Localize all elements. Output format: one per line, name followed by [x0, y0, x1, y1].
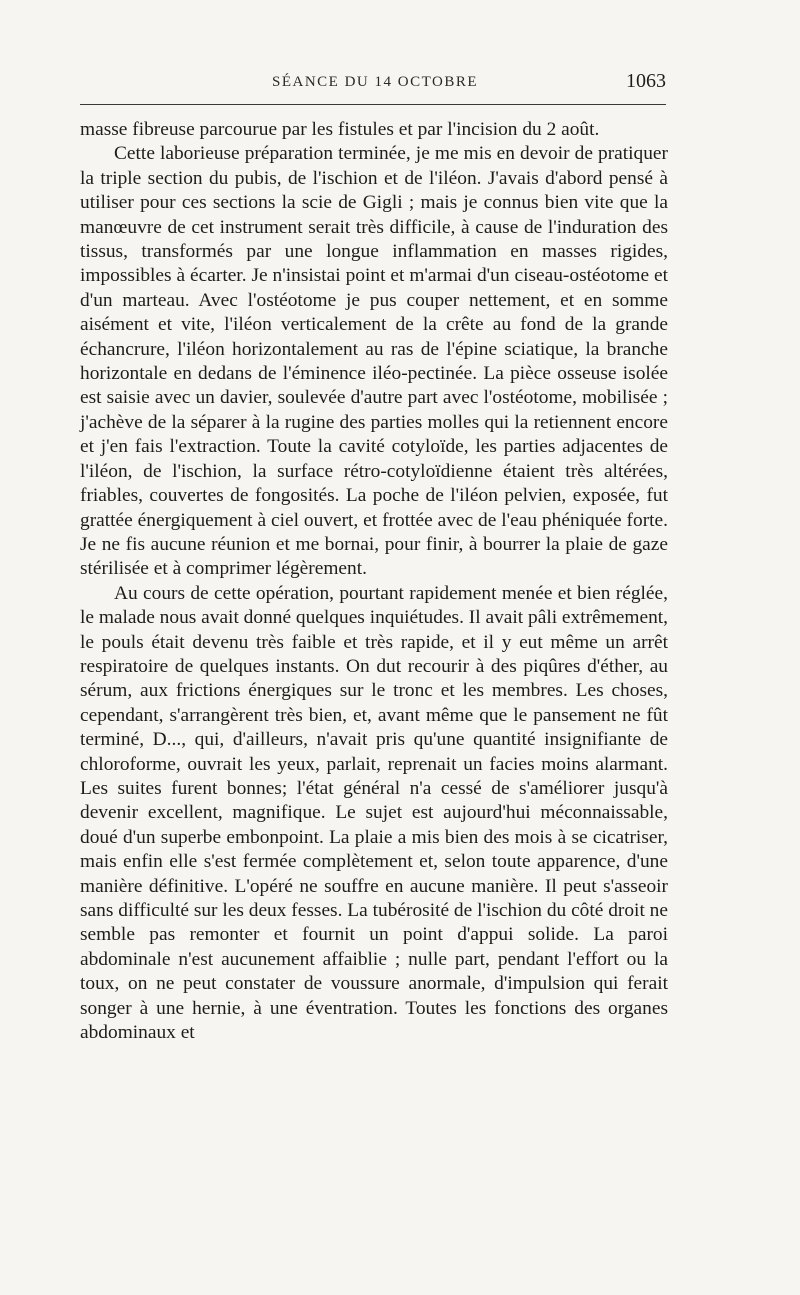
paragraph-1: masse fibreuse parcourue par les fistules et par l'incision du 2 août.: [80, 119, 600, 140]
page-header: [80, 66, 670, 96]
running-head: SÉANCE DU 14 OCTOBRE: [272, 74, 478, 90]
header-rule: [80, 104, 666, 105]
paragraph-3: Au cours de cette opération, pourtant rapidement menée et bien réglée, le malade nous avait donné quelques inquiétudes. Il avait pâli extrêmement, le pouls était devenu très faible et très rapide, et il y eut même un arrêt respiratoire de quelques instants. On dut recourir à des piqûres d'éther, au sérum, aux frictions énergiques sur le tronc et les membres. Les choses, cependant, s'arrangèrent très bien, et, avant même que le pansement ne fût terminé, D..., qui, d'ailleurs, n'avait pris qu'une quantité insignifiante de chloroforme, ouvrait les yeux, parlait, reprenait un facies moins alarmant. Les suites furent bonnes; l'état général n'a cessé de s'améliorer jusqu'à devenir excellent, magnifique. Le sujet est aujourd'hui méconnaissable, doué d'un superbe embonpoint. La plaie a mis bien des mois à se cicatriser, mais enfin elle s'est fermée complètement et, selon toute apparence, d'une manière définitive. L'opéré ne souffre en aucune manière. Il peut s'asseoir sans difficulté sur les deux fesses. La tubérosité de l'ischion du côté droit ne semble pas remonter et fournit un point d'appui solide. La paroi abdominale n'est aucunement affaiblie ; nulle part, pendant l'effort ou la toux, on ne peut constater de voussure anormale, d'impulsion qui ferait songer à une hernie, à une éventration. Toutes les fonctions des organes abdominaux et: [80, 582, 668, 1044]
body-text: [80, 118, 668, 1045]
paragraph-2: Cette laborieuse préparation terminée, je me mis en devoir de pratiquer la triple section du pubis, de l'ischion et de l'iléon. J'avais d'abord pensé à utiliser pour ces sections la scie de Gigli ; mais je connus bien vite que la manœuvre de cet instrument serait très difficile, à cause de l'induration des tissus, transformés par une longue inflammation en masses rigides, impossibles à écarter. Je n'insistai point et m'armai d'un ciseau-ostéotome et d'un marteau. Avec l'ostéotome je pus couper nettement, et en somme aisément et vite, l'iléon verticalement de la crête au fond de la grande échancrure, l'iléon horizontalement au ras de l'épine sciatique, la branche horizontale en dedans de l'éminence iléo-pectinée. La pièce osseuse isolée est saisie avec un davier, soulevée d'autre part avec l'ostéotome, mobilisée ; j'achève de la séparer à la rugine des parties molles qui la retiennent encore et j'en fais l'extraction. Toute la cavité cotyloïde, les parties adjacentes de l'iléon, de l'ischion, la surface rétro-cotyloïdienne étaient très altérées, friables, couvertes de fongosités. La poche de l'iléon pelvien, exposée, fut grattée énergiquement à ciel ouvert, et frottée avec de l'eau phéniquée forte. Je ne fis aucune réunion et me bornai, pour finir, à bourrer la plaie de gaze stérilisée et à comprimer légèrement.: [80, 143, 668, 580]
page-number: 1063: [626, 70, 666, 92]
